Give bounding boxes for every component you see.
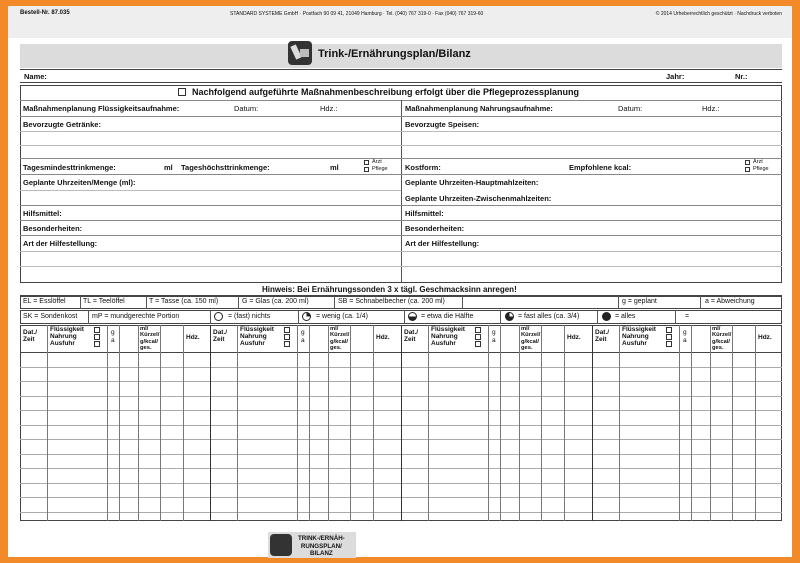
nursing-checkbox[interactable]: [745, 167, 750, 172]
circle-three-quarter-icon: [505, 312, 514, 321]
col-ml: ml/ Kürzel/ g/kcal/ ges.: [140, 326, 160, 351]
max-intake-label: Tageshöchsttrinkmenge:: [181, 163, 270, 172]
left-datum: Datum:: [234, 104, 259, 113]
legend-little: = wenig (ca. 1/4): [316, 313, 368, 320]
special-label: Besonderheiten:: [23, 224, 83, 233]
col-hdz: Hdz.: [376, 334, 390, 341]
col-date-time: Dat./ Zeit: [404, 329, 419, 343]
table-column-line: [309, 325, 310, 521]
col-hdz: Hdz.: [758, 334, 772, 341]
divider: [210, 310, 211, 324]
table-column-line: [138, 325, 139, 521]
divider: [238, 296, 239, 309]
table-column-line: [210, 325, 211, 521]
name-label: Name:: [24, 72, 47, 81]
type-checkbox[interactable]: [475, 327, 481, 333]
table-column-line: [237, 325, 238, 521]
aids-label: Hilfsmittel:: [405, 209, 444, 218]
notice-text: Nachfolgend aufgeführte Maßnahmenbeschreibung erfolgt über die Pflegeprozessplanung: [192, 87, 580, 97]
circle-quarter-icon: [302, 312, 311, 321]
col-hdz: Hdz.: [186, 334, 200, 341]
kcal-label: Empfohlene kcal:: [569, 163, 632, 172]
main-meals-label: Geplante Uhrzeiten-Hauptmahlzeiten:: [405, 178, 539, 187]
col-g: g: [301, 329, 305, 336]
nursing-checkbox[interactable]: [364, 167, 369, 172]
divider: [20, 145, 401, 146]
divider: [500, 310, 501, 324]
footer-title: [298, 535, 345, 558]
divider: [20, 174, 782, 175]
center-divider: [401, 100, 402, 283]
type-checkbox[interactable]: [475, 334, 481, 340]
between-meals-label: Geplante Uhrzeiten-Zwischenmahlzeiten:: [405, 194, 552, 203]
table-column-line: [373, 325, 374, 521]
circle-empty-icon: [214, 312, 223, 321]
divider: [146, 296, 147, 309]
col-date-time: Dat./ Zeit: [23, 329, 38, 343]
copyright-note: © 2014 Urheberrechtlich geschützt · Nachdruck verboten: [655, 11, 782, 17]
legend-almost-all: = fast alles (ca. 3/4): [518, 313, 580, 320]
divider: [401, 145, 782, 146]
table-column-line: [732, 325, 733, 521]
left-heading: Maßnahmenplanung Flüssigkeitsaufnahme:: [23, 104, 180, 113]
nursing-label: Pflege: [753, 166, 769, 172]
col-a: a: [492, 337, 496, 344]
hint-text: Hinweis: Bei Ernährungssonden 3 x tägl. Geschmacksinn anregen!: [262, 285, 517, 294]
divider: [404, 310, 405, 324]
table-column-line: [47, 325, 48, 521]
doctor-checkbox[interactable]: [364, 160, 369, 165]
footer-line-3: BILANZ: [310, 550, 333, 557]
col-date-time: Dat./ Zeit: [595, 329, 610, 343]
legend-t: T = Tasse (ca. 150 ml): [149, 298, 219, 305]
circle-full-icon: [602, 312, 611, 321]
right-datum: Datum:: [618, 104, 643, 113]
doctor-label: Arzt: [753, 159, 763, 165]
doctor-checkbox[interactable]: [745, 160, 750, 165]
header-line: [20, 10, 782, 18]
divider: [80, 296, 81, 309]
table-column-line: [619, 325, 620, 521]
col-g: g: [683, 329, 687, 336]
publisher-info: STANDARD SYSTEME GmbH · Postfach 90 09 41, 21049 Hamburg · Tel. (040) 767 319-0 · Fax (040) 767 319-60: [230, 11, 484, 17]
help-label: Art der Hilfestellung:: [23, 239, 98, 248]
table-column-line: [401, 325, 402, 521]
table-column-line: [541, 325, 542, 521]
type-checkbox[interactable]: [94, 334, 100, 340]
aids-label: Hilfsmittel:: [23, 209, 62, 218]
nursing-label: Pflege: [372, 166, 388, 172]
legend-mp: mP = mundgerechte Portion: [92, 313, 180, 320]
divider: [334, 296, 335, 309]
footer-logo-icon: [270, 534, 292, 556]
nr-label: Nr.:: [735, 72, 748, 81]
type-checkbox[interactable]: [94, 327, 100, 333]
table-column-line: [755, 325, 756, 521]
type-checkbox[interactable]: [284, 334, 290, 340]
year-label: Jahr:: [666, 72, 685, 81]
table-column-line: [428, 325, 429, 521]
legend-geplant: g = geplant: [622, 298, 657, 305]
right-heading: Maßnahmenplanung Nahrungsaufnahme:: [405, 104, 553, 113]
col-a: a: [683, 337, 687, 344]
divider: [700, 296, 701, 309]
legend-g: G = Glas (ca. 200 ml): [242, 298, 309, 305]
legend-all: = alles: [615, 313, 636, 320]
table-column-line: [297, 325, 298, 521]
legend-sk: SK = Sondenkost: [23, 313, 78, 320]
divider: [20, 158, 782, 159]
preferred-drinks-label: Bevorzugte Getränke:: [23, 120, 101, 129]
table-column-line: [691, 325, 692, 521]
table-column-line: [328, 325, 329, 521]
divider: [597, 310, 598, 324]
table-column-line: [519, 325, 520, 521]
ml-unit: ml: [330, 163, 339, 172]
legend-blank: =: [685, 313, 690, 320]
divider: [20, 205, 782, 206]
col-g: g: [111, 329, 115, 336]
divider: [618, 296, 619, 309]
col-g: g: [492, 329, 496, 336]
divider: [20, 235, 782, 236]
table-column-line: [488, 325, 489, 521]
divider: [20, 220, 782, 221]
table-column-line: [350, 325, 351, 521]
right-hdz: Hdz.:: [702, 104, 720, 113]
type-checkbox[interactable]: [666, 334, 672, 340]
type-checkbox[interactable]: [284, 341, 290, 347]
col-ml: ml/ Kürzel/ g/kcal/ ges.: [521, 326, 541, 351]
col-fluid-food-output: Flüssigkeit Nahrung Ausfuhr: [240, 326, 274, 347]
help-label: Art der Hilfestellung:: [405, 239, 480, 248]
col-fluid-food-output: Flüssigkeit Nahrung Ausfuhr: [622, 326, 656, 347]
type-checkbox[interactable]: [94, 341, 100, 347]
legend-nothing: = (fast) nichts: [228, 313, 271, 320]
table-column-line: [500, 325, 501, 521]
divider: [401, 131, 782, 132]
divider: [88, 310, 89, 324]
col-ml: ml/ Kürzel/ g/kcal/ ges.: [330, 326, 350, 351]
legend-sb: SB = Schnabelbecher (ca. 200 ml): [338, 298, 445, 305]
legend-el: EL = Esslöffel: [23, 298, 66, 305]
divider: [20, 131, 401, 132]
type-checkbox[interactable]: [475, 341, 481, 347]
doctor-label: Arzt: [372, 159, 382, 165]
divider: [20, 116, 782, 117]
footer-line-1: TRINK-/ERNÄH-: [298, 535, 345, 542]
type-checkbox[interactable]: [666, 327, 672, 333]
table-column-line: [564, 325, 565, 521]
type-checkbox[interactable]: [666, 341, 672, 347]
table-column-line: [183, 325, 184, 521]
footer-line-2: RUNGSPLAN/: [300, 542, 342, 550]
type-checkbox[interactable]: [284, 327, 290, 333]
col-hdz: Hdz.: [567, 334, 581, 341]
form-logo-icon: [288, 41, 312, 65]
divider: [20, 266, 782, 267]
page-title: Trink-/Ernährungsplan/Bilanz: [318, 48, 471, 60]
divider: [20, 190, 401, 191]
col-a: a: [111, 337, 115, 344]
col-fluid-food-output: Flüssigkeit Nahrung Ausfuhr: [431, 326, 465, 347]
divider: [675, 310, 676, 324]
col-a: a: [301, 337, 305, 344]
circle-half-icon: [408, 312, 417, 321]
table-column-line: [679, 325, 680, 521]
notice-checkbox[interactable]: [178, 88, 186, 96]
order-number: Bestell-Nr. 87.035: [20, 10, 70, 16]
table-column-line: [107, 325, 108, 521]
diet-label: Kostform:: [405, 163, 441, 172]
ml-unit: ml: [164, 163, 173, 172]
legend-abweichung: a = Abweichung: [705, 298, 755, 305]
planned-times-label: Geplante Uhrzeiten/Menge (ml):: [23, 178, 136, 187]
divider: [20, 251, 782, 252]
preferred-food-label: Bevorzugte Speisen:: [405, 120, 480, 129]
special-label: Besonderheiten:: [405, 224, 465, 233]
col-ml: ml/ Kürzel/ g/kcal/ ges.: [712, 326, 732, 351]
table-column-line: [592, 325, 593, 521]
table-column-line: [710, 325, 711, 521]
divider: [298, 310, 299, 324]
table-column-line: [119, 325, 120, 521]
col-fluid-food-output: Flüssigkeit Nahrung Ausfuhr: [50, 326, 84, 347]
col-date-time: Dat./ Zeit: [213, 329, 228, 343]
legend-half: = etwa die Hälfte: [421, 313, 474, 320]
legend-tl: TL = Teelöffel: [83, 298, 125, 305]
divider: [462, 296, 463, 309]
left-hdz: Hdz.:: [320, 104, 338, 113]
table-column-line: [160, 325, 161, 521]
min-intake-label: Tagesmindesttrinkmenge:: [23, 163, 116, 172]
